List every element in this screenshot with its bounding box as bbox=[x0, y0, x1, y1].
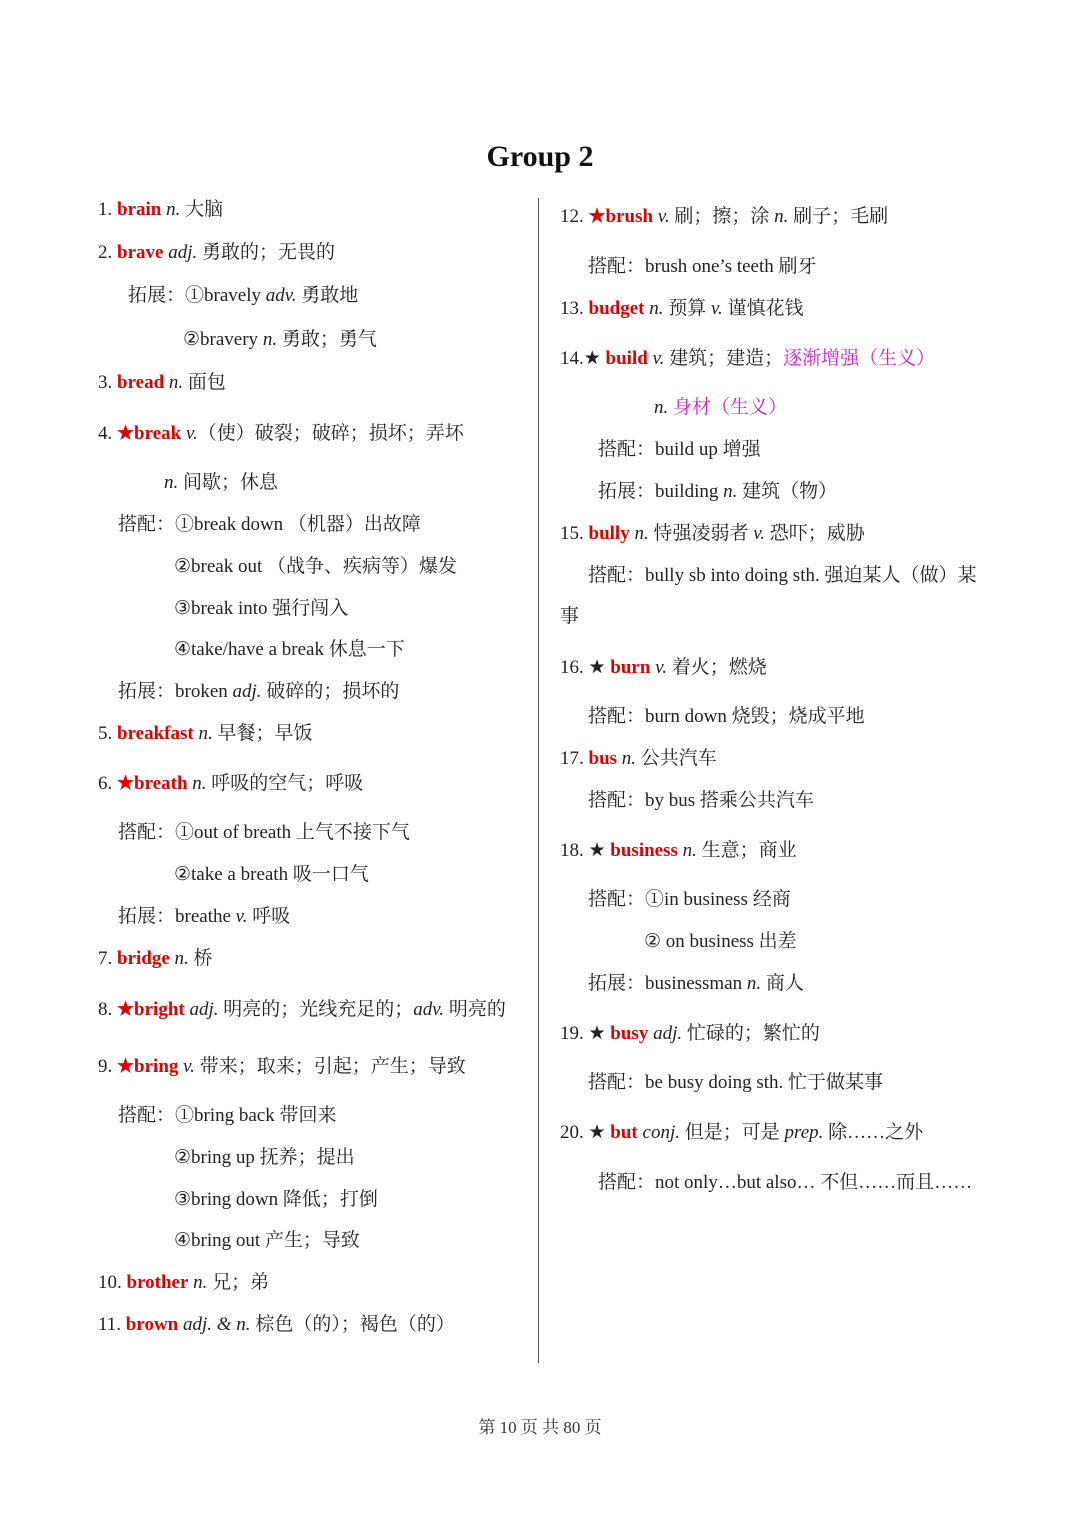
headword: bright bbox=[134, 999, 185, 1020]
collocation-line: 搭配：build up 增强 bbox=[598, 439, 761, 460]
collocation-line: 搭配：bully sb into doing sth. 强迫某人（做）某 bbox=[588, 565, 977, 586]
entry-build: 14.★ build v. 建筑；建造；逐渐增强（生义） bbox=[560, 348, 936, 369]
star-icon: ★ bbox=[588, 657, 606, 678]
headword: business bbox=[610, 840, 678, 861]
definition-line: n. 身材（生义） bbox=[654, 397, 788, 418]
extension-line: ②bravery n. 勇敢；勇气 bbox=[183, 329, 377, 350]
entry-brain: 1. brain n. 大脑 bbox=[98, 199, 224, 220]
collocation-line: 搭配：not only…but also… 不但……而且…… bbox=[598, 1172, 973, 1193]
collocation-line: ③break into 强行闯入 bbox=[174, 598, 349, 619]
entry-business: 18. ★ business n. 生意；商业 bbox=[560, 840, 797, 861]
collocation-line: 搭配：brush one’s teeth 刷牙 bbox=[588, 256, 817, 277]
headword: break bbox=[134, 423, 182, 444]
collocation-line: ②take a breath 吸一口气 bbox=[174, 864, 369, 885]
star-icon: ★ bbox=[588, 1023, 606, 1044]
column-divider bbox=[538, 198, 539, 1363]
collocation-line: 搭配：be busy doing sth. 忙于做某事 bbox=[588, 1072, 884, 1093]
extension-line: 拓展：breathe v. 呼吸 bbox=[118, 906, 291, 927]
entry-bright: 8. ★bright adj. 明亮的；光线充足的；adv. 明亮的 bbox=[98, 999, 506, 1020]
star-icon: ★ bbox=[117, 773, 135, 794]
collocation-line-wrap: 事 bbox=[560, 606, 580, 627]
headword: brush bbox=[605, 206, 654, 227]
collocation-line: ②bring up 抚养；提出 bbox=[174, 1147, 355, 1168]
headword: busy bbox=[610, 1023, 649, 1044]
headword: budget bbox=[588, 298, 645, 319]
headword: brain bbox=[117, 199, 162, 220]
collocation-line: 搭配：①out of breath 上气不接下气 bbox=[118, 822, 410, 843]
collocation-line: 搭配：①bring back 带回来 bbox=[118, 1105, 337, 1126]
collocation-line: 搭配：burn down 烧毁；烧成平地 bbox=[588, 706, 865, 727]
page-title: Group 2 bbox=[486, 140, 594, 173]
extension-line: 拓展：building n. 建筑（物） bbox=[598, 481, 838, 502]
entry-brush: 12. ★brush v. 刷；擦；涂 n. 刷子；毛刷 bbox=[560, 206, 889, 227]
star-icon: ★ bbox=[117, 423, 135, 444]
star-icon: ★ bbox=[588, 206, 606, 227]
collocation-line: ② on business 出差 bbox=[644, 931, 797, 952]
entry-bread: 3. bread n. 面包 bbox=[98, 372, 226, 393]
headword: bring bbox=[134, 1056, 179, 1077]
headword: bus bbox=[588, 748, 618, 769]
entry-busy: 19. ★ busy adj. 忙碌的；繁忙的 bbox=[560, 1023, 820, 1044]
headword: brown bbox=[125, 1314, 179, 1335]
entry-break: 4. ★break v.（使）破裂；破碎；损坏；弄坏 bbox=[98, 423, 464, 444]
entry-bridge: 7. bridge n. 桥 bbox=[98, 948, 213, 969]
collocation-line: 搭配：①in business 经商 bbox=[588, 889, 791, 910]
headword: but bbox=[610, 1122, 638, 1143]
extension-line: 拓展：①bravely adv. 勇敢地 bbox=[128, 285, 359, 306]
headword: bread bbox=[117, 372, 165, 393]
star-icon: ★ bbox=[588, 1122, 606, 1143]
collocation-line: 搭配：①break down （机器）出故障 bbox=[118, 514, 421, 535]
collocation-line: ④bring out 产生；导致 bbox=[174, 1230, 360, 1251]
entry-bring: 9. ★bring v. 带来；取来；引起；产生；导致 bbox=[98, 1056, 466, 1077]
entry-bus: 17. bus n. 公共汽车 bbox=[560, 748, 717, 769]
star-icon: ★ bbox=[583, 348, 601, 369]
entry-brave: 2. brave adj. 勇敢的；无畏的 bbox=[98, 242, 335, 263]
headword: build bbox=[605, 348, 648, 369]
headword: bully bbox=[588, 523, 630, 544]
entry-breath: 6. ★breath n. 呼吸的空气；呼吸 bbox=[98, 773, 364, 794]
star-icon: ★ bbox=[588, 840, 606, 861]
entry-brown: 11. brown adj. & n. 棕色（的）；褐色（的） bbox=[98, 1314, 455, 1335]
extension-line: 拓展：businessman n. 商人 bbox=[588, 973, 804, 994]
definition-line: n. 间歇；休息 bbox=[164, 472, 279, 493]
extension-line: 拓展：broken adj. 破碎的；损坏的 bbox=[118, 681, 400, 702]
star-icon: ★ bbox=[117, 999, 135, 1020]
collocation-line: ④take/have a break 休息一下 bbox=[174, 639, 405, 660]
headword: bridge bbox=[117, 948, 170, 969]
entry-brother: 10. brother n. 兄；弟 bbox=[98, 1272, 270, 1293]
headword: burn bbox=[610, 657, 651, 678]
entry-budget: 13. budget n. 预算 v. 谨慎花钱 bbox=[560, 298, 804, 319]
collocation-line: ③bring down 降低；打倒 bbox=[174, 1189, 378, 1210]
entry-breakfast: 5. breakfast n. 早餐；早饭 bbox=[98, 723, 313, 744]
collocation-line: 搭配：by bus 搭乘公共汽车 bbox=[588, 790, 814, 811]
headword: brave bbox=[117, 242, 164, 263]
entry-but: 20. ★ but conj. 但是；可是 prep. 除……之外 bbox=[560, 1122, 924, 1143]
headword: breath bbox=[134, 773, 188, 794]
headword: brother bbox=[126, 1272, 189, 1293]
headword: breakfast bbox=[117, 723, 194, 744]
collocation-line: ②break out （战争、疾病等）爆发 bbox=[174, 556, 458, 577]
page-footer: 第 10 页 共 80 页 bbox=[478, 1418, 602, 1437]
entry-bully: 15. bully n. 恃强凌弱者 v. 恐吓；威胁 bbox=[560, 523, 865, 544]
entry-burn: 16. ★ burn v. 着火；燃烧 bbox=[560, 657, 767, 678]
star-icon: ★ bbox=[117, 1056, 135, 1077]
